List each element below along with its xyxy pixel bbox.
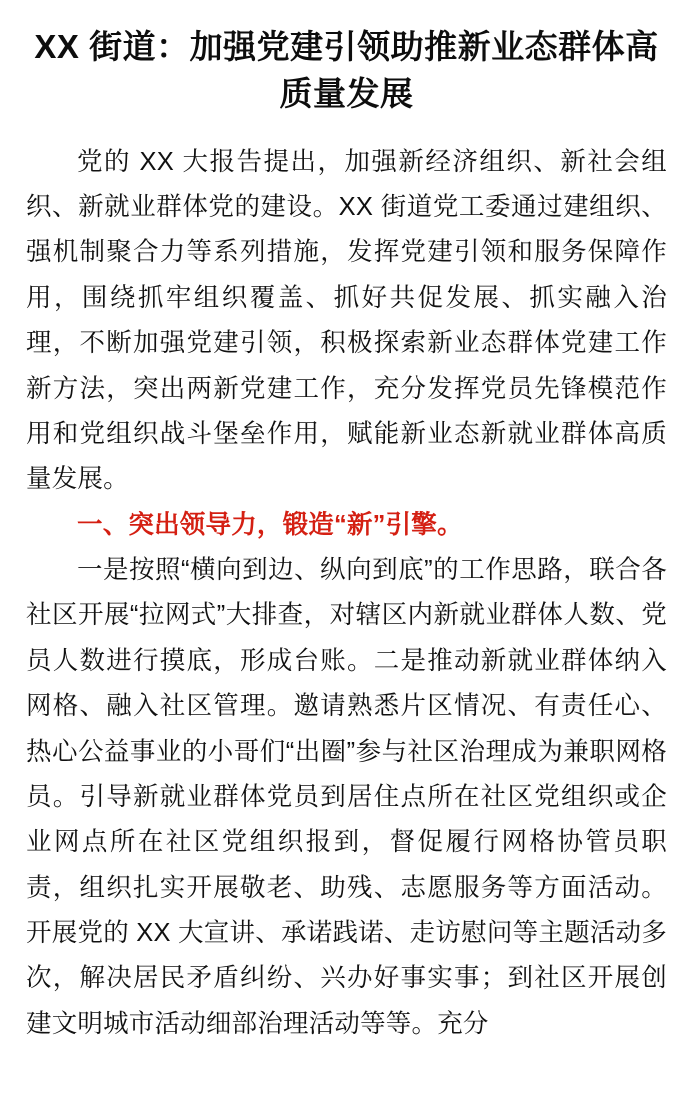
paragraph-intro: 党的 XX 大报告提出，加强新经济组织、新社会组织、新就业群体党的建设。XX 街道党工委通过建组织、强机制聚合力等系列措施，发挥党建引领和服务保障作用，围绕抓牢组织覆盖、抓好共促发展、抓实融入治理，不断加强党建引领，积极探索新业态群体党建工作新方法，突出两新党建工作，充分发挥党员先锋模范作用和党组织战斗堡垒作用，赋能新业态新就业群体高质量发展。 xyxy=(26,147,667,494)
section-heading-one: 一、突出领导力，锻造“新”引擎。 xyxy=(77,510,463,539)
paragraph-section-one: 一是按照“横向到边、纵向到底”的工作思路，联合各社区开展“拉网式”大排查，对辖区内新就业群体人数、党员人数进行摸底，形成台账。二是推动新就业群体纳入网格、融入社区管理。邀请熟悉片区情况、有责任心、热心公益事业的小哥们“出圈”参与社区治理成为兼职网格员。引导新就业群体党员到居住点所在社区党组织或企业网点所在社区党组织报到，督促履行网格协管员职责，组织扎实开展敬老、助残、志愿服务等方面活动。开展党的 XX 大宣讲、承诺践诺、走访慰问等主题活动多次，解决居民矛盾纠纷、兴办好事实事；到社区开展创建文明城市活动细部治理活动等等。充分 xyxy=(26,556,667,1038)
document-body xyxy=(26,140,667,1048)
page-title: XX 街道：加强党建引领助推新业态群体高质量发展 xyxy=(34,28,659,112)
